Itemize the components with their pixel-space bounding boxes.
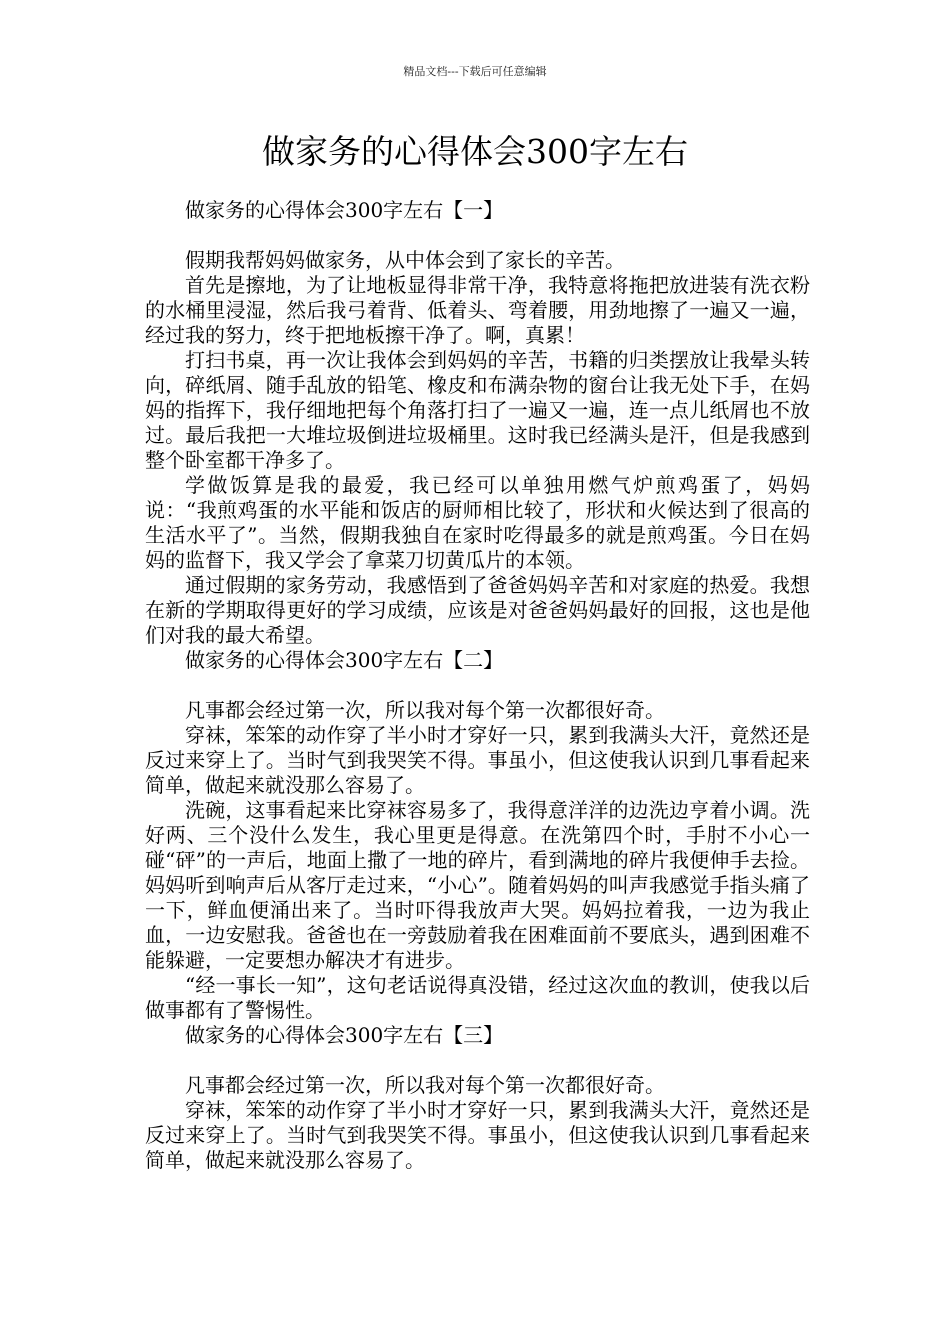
paragraph: 凡事都会经过第一次，所以我对每个第一次都很好奇。 [185, 1073, 665, 1097]
paragraph: 通过假期的家务劳动，我感悟到了爸爸妈妈辛苦和对家庭的热爱。我想在新的学期取得更好的学习成绩，应该是对爸爸妈妈最好的回报，这也是他们对我的最大希望。 [145, 573, 810, 647]
paragraph: 首先是擦地，为了让地板显得非常干净，我特意将拖把放进装有洗衣粉的水桶里浸湿，然后我弓着背、低着头、弯着腰，用劲地擦了一遍又一遍，经过我的努力，终于把地板擦干净了。啊，真累！ [145, 273, 810, 347]
paragraph: 学做饭算是我的最爱，我已经可以单独用燃气炉煎鸡蛋了，妈妈说：“我煎鸡蛋的水平能和饭店的厨师相比较了，形状和火候达到了很高的生活水平了”。当然，假期我独自在家时吃得最多的就是煎鸡蛋。今日在妈妈的监督下，我又学会了拿菜刀切黄瓜片的本领。 [145, 473, 810, 572]
paragraph: 假期我帮妈妈做家务，从中体会到了家长的辛苦。 [185, 248, 625, 272]
page-title: 做家务的心得体会300字左右 [262, 132, 688, 171]
paragraph: 穿袜，笨笨的动作穿了半小时才穿好一只，累到我满头大汗，竟然还是反过来穿上了。当时气到我哭笑不得。事虽小，但这使我认识到几事看起来简单，做起来就没那么容易了。 [145, 1098, 810, 1172]
paragraph: 凡事都会经过第一次，所以我对每个第一次都很好奇。 [185, 698, 665, 722]
section-heading: 做家务的心得体会300字左右【一】 [185, 198, 504, 222]
paragraph: 打扫书桌，再一次让我体会到妈妈的辛苦，书籍的归类摆放让我晕头转向，碎纸屑、随手乱放的铅笔、橡皮和布满杂物的窗台让我无处下手，在妈妈的指挥下，我仔细地把每个角落打扫了一遍又一遍，连一点儿纸屑也不放过。最后我把一大堆垃圾倒进垃圾桶里。这时我已经满头是汗，但是我感到整个卧室都干净多了。 [145, 348, 810, 472]
header-note: 精品文档---下载后可任意编辑 [403, 65, 547, 78]
paragraph: 穿袜，笨笨的动作穿了半小时才穿好一只，累到我满头大汗，竟然还是反过来穿上了。当时气到我哭笑不得。事虽小，但这使我认识到几事看起来简单，做起来就没那么容易了。 [145, 723, 810, 797]
section-heading: 做家务的心得体会300字左右【二】 [185, 648, 504, 672]
section-heading: 做家务的心得体会300字左右【三】 [185, 1023, 504, 1047]
document-body [145, 198, 810, 1173]
paragraph: 洗碗，这事看起来比穿袜容易多了，我得意洋洋的边洗边亨着小调。洗好两、三个没什么发生，我心里更是得意。在洗第四个时，手肘不小心一碰“砰”的一声后，地面上撒了一地的碎片，看到满地的碎片我便伸手去捡。妈妈听到响声后从客厅走过来，“小心”。随着妈妈的叫声我感觉手指头痛了一下，鲜血便涌出来了。当时吓得我放声大哭。妈妈拉着我，一边为我止血，一边安慰我。爸爸也在一旁鼓励着我在困难面前不要底头，遇到困难不能躲避，一定要想办解决才有进步。 [145, 798, 810, 972]
paragraph: “经一事长一知”，这句老话说得真没错，经过这次血的教训，使我以后做事都有了警惕性。 [145, 973, 810, 1022]
